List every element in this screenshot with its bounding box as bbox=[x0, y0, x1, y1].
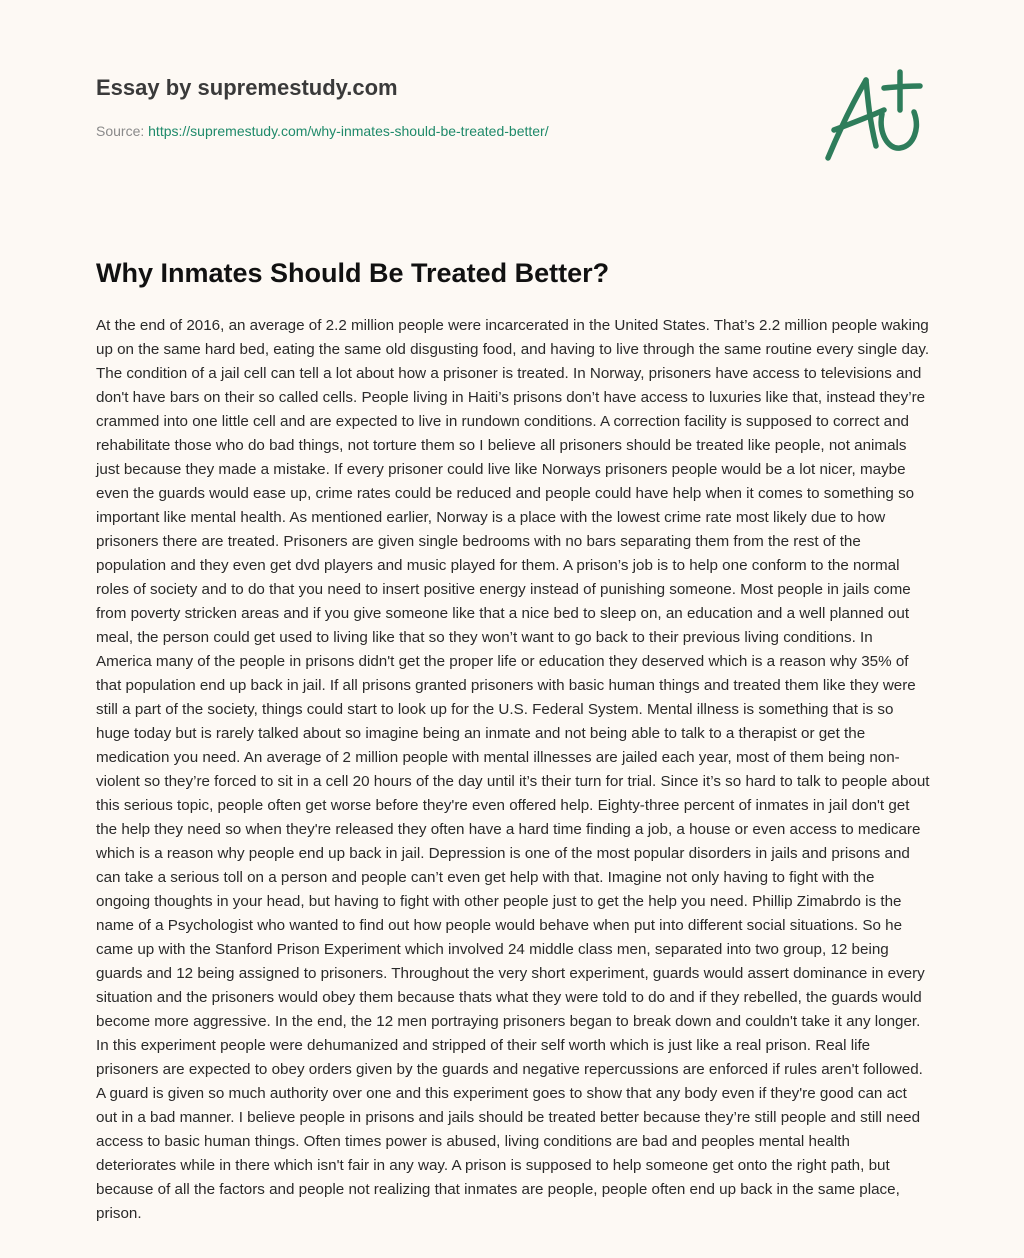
essay-body: At the end of 2016, an average of 2.2 million people were incarcerated in the United States. That’s 2.2 million people waking up on the same hard bed, eating the same old disgusting food, and having to live through the same routine every single day. The condition of a jail cell can tell a lot about how a prisoner is treated. In Norway, prisoners have access to televisions and don't have bars on their so called cells. People living in Haiti’s prisons don’t have access to luxuries like that, instead they’re crammed into one little cell and are expected to live in rundown conditions. A correction facility is supposed to correct and rehabilitate those who do bad things, not torture them so I believe all prisoners should be treated like people, not animals just because they made a mistake. If every prisoner could live like Norways prisoners people would be a lot nicer, maybe even the guards would ease up, crime rates could be reduced and people could have help when it comes to something so important like mental health. As mentioned earlier, Norway is a place with the lowest crime rate most likely due to how prisoners there are treated. Prisoners are given single bedrooms with no bars separating them from the rest of the population and they even get dvd players and music played for them. A prison’s job is to help one conform to the normal roles of society and to do that you need to insert positive energy instead of punishing someone. Most people in jails come from poverty stricken areas and if you give someone like that a nice bed to sleep on, an education and a well planned out meal, the person could get used to living like that so they won’t want to go back to their previous living conditions. In America many of the people in prisons didn't get the proper life or education they deserved which is a reason why 35% of that population end up back in jail. If all prisons granted prisoners with basic human things and treated them like they were still a part of the society, things could start to look up for the U.S. Federal System. Mental illness is something that is so huge today but is rarely talked about so imagine being an inmate and not being able to talk to a therapist or get the medication you need. An average of 2 million people with mental illnesses are jailed each year, most of them being non-violent so they’re forced to sit in a cell 20 hours of the day until it’s their turn for trial. Since it’s so hard to talk to people about this serious topic, people often get worse before they're even offered help. Eighty-three percent of inmates in jail don't get the help they need so when they're released they often have a hard time finding a job, a house or even access to medicare which is a reason why people end up back in jail. Depression is one of the most popular disorders in jails and prisons and can take a serious toll on a person and people can’t even get help with that. Imagine not only having to fight with the ongoing thoughts in your head, but having to fight with other people just to get the help you need. Phillip Zimabrdo is the name of a Psychologist who wanted to find out how people would behave when put into different social situations. So he came up with the Stanford Prison Experiment which involved 24 middle class men, separated into two group, 12 being guards and 12 being assigned to prisoners. Throughout the very short experiment, guards would assert dominance in every situation and the prisoners would obey them because thats what they were told to do and if they rebelled, the guards would become more aggressive. In the end, the 12 men portraying prisoners began to break down and couldn't take it any longer. In this experiment people were dehumanized and stripped of their self worth which is just like a real prison. Real life prisoners are expected to obey orders given by the guards and negative repercussions are enforced if rules aren't followed. A guard is given so much authority over one and this experiment goes to show that any body even if they're good can act out in a bad manner. I believe people in prisons and jails should be treated better because they’re still people and still need access to basic human things. Often times power is abused, living conditions are bad and peoples mental health deteriorates while in there which isn't fair in any way. A prison is supposed to help someone get onto the right path, but because of all the factors and people not realizing that inmates are people, people often end up back in the same place, prison. bbox=[96, 317, 930, 1222]
source-line bbox=[96, 122, 796, 140]
source-label: Source: bbox=[96, 123, 145, 139]
essay-title: Why Inmates Should Be Treated Better? bbox=[96, 258, 610, 288]
page-header bbox=[96, 74, 796, 140]
source-link[interactable]: https://supremestudy.com/why-inmates-should-be-treated-better/ bbox=[148, 123, 549, 139]
site-title: Essay by supremestudy.com bbox=[96, 75, 398, 100]
a-plus-logo-icon bbox=[820, 66, 930, 166]
